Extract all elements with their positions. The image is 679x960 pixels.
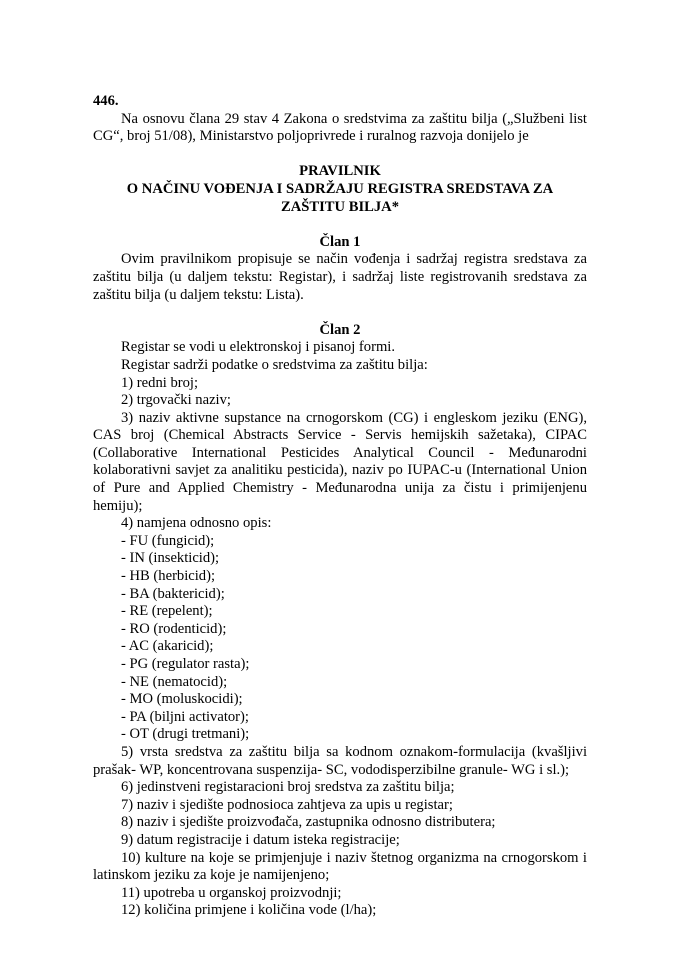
list-item: 7) naziv i sjedište podnosioca zahtjeva za upis u registar; <box>121 796 453 813</box>
spacer <box>93 216 587 234</box>
sub-list-item: - HB (herbicid); <box>121 568 216 585</box>
list-item: 6) jedinstveni registaracioni broj sredstva za zaštitu bilja; <box>121 779 455 796</box>
sub-list-item: - OT (drugi tretmani); <box>121 726 250 743</box>
spacer <box>93 146 587 164</box>
list-item: 9) datum registracije i datum isteka registracije; <box>121 831 400 848</box>
title-line-3: ZAŠTITU BILJA* <box>280 198 399 215</box>
article-2-paragraph-1: Registar se vodi u elektronskoj i pisanoj formi. <box>121 339 395 356</box>
sub-list-item: - NE (nematocid); <box>121 673 228 690</box>
article-1 <box>93 234 587 304</box>
document-body <box>93 93 587 920</box>
article-1-heading: Član 1 <box>319 233 361 250</box>
list-item: 1) redni broj; <box>121 374 199 391</box>
article-2 <box>93 322 587 920</box>
preamble-paragraph: Na osnovu člana 29 stav 4 Zakona o sredstvima za zaštitu bilja („Službeni list CG“, broj 51/08), Ministarstvo poljoprivrede i ruralnog razvoja donijelo je <box>93 110 587 145</box>
spacer <box>93 304 587 322</box>
list-item: 4) namjena odnosno opis: <box>121 515 272 532</box>
list-item: 8) naziv i sjedište proizvođača, zastupnika odnosno distributera; <box>121 814 496 831</box>
sub-list-item: - MO (moluskocidi); <box>121 691 243 708</box>
list-item: 2) trgovački naziv; <box>121 392 231 409</box>
title-line-1: PRAVILNIK <box>299 163 381 180</box>
document-number: 446. <box>93 93 119 109</box>
sub-list-item: - PG (regulator rasta); <box>121 656 250 672</box>
sub-list-item: - RE (repelent); <box>121 603 213 620</box>
sub-list-item: - BA (baktericid); <box>121 585 225 602</box>
sub-list-item: - AC (akaricid); <box>121 638 214 655</box>
article-2-paragraph-2: Registar sadrži podatke o sredstvima za zaštitu bilja: <box>121 356 428 373</box>
list-item: 3) naziv aktivne supstance na crnogorskom (CG) i engleskom jeziku (ENG), CAS broj (Chemical Abstracts Service - Servis hemijskih sažetaka), CIPAC (Collaborative International Pesticides Analytical Council - Međunarodni kolaborativni savjet za analitiku pesticida), naziv po IUPAC-u (International Union of Pure and Applied Chemistry - Međunarodna unija za čistu i primijenjenu hemiju); <box>93 409 587 514</box>
article-2-heading: Član 2 <box>319 321 361 338</box>
title-line-2: O NAČINU VOĐENJA I SADRŽAJU REGISTRA SREDSTAVA ZA <box>126 180 554 197</box>
sub-list-item: - RO (rodenticid); <box>121 620 227 637</box>
sub-list-item: - PA (biljni activator); <box>121 708 249 725</box>
document-title <box>93 163 587 216</box>
sub-list-item: - IN (insekticid); <box>121 550 220 567</box>
list-item: 5) vrsta sredstva za zaštitu bilja sa kodnom oznakom-formulacija (kvašljivi prašak- WP, koncentrovana suspenzija- SC, vododisperzibilne granule- WG i sl.); <box>93 743 587 778</box>
sub-list-item: - FU (fungicid); <box>121 532 215 549</box>
list-item: 10) kulture na koje se primjenjuje i naziv štetnog organizma na crnogorskom i latinskom jeziku za koje je namijenjeno; <box>93 849 587 884</box>
list-item: 11) upotreba u organskoj proizvodnji; <box>121 884 342 901</box>
list-item: 12) količina primjene i količina vode (l/ha); <box>121 902 377 919</box>
article-1-paragraph: Ovim pravilnikom propisuje se način vođenja i sadržaj registra sredstava za zaštitu bilja (u daljem tekstu: Registar), i sadržaj liste registrovanih sredstava za zaštitu bilja (u daljem tekstu: Lista). <box>93 251 587 303</box>
